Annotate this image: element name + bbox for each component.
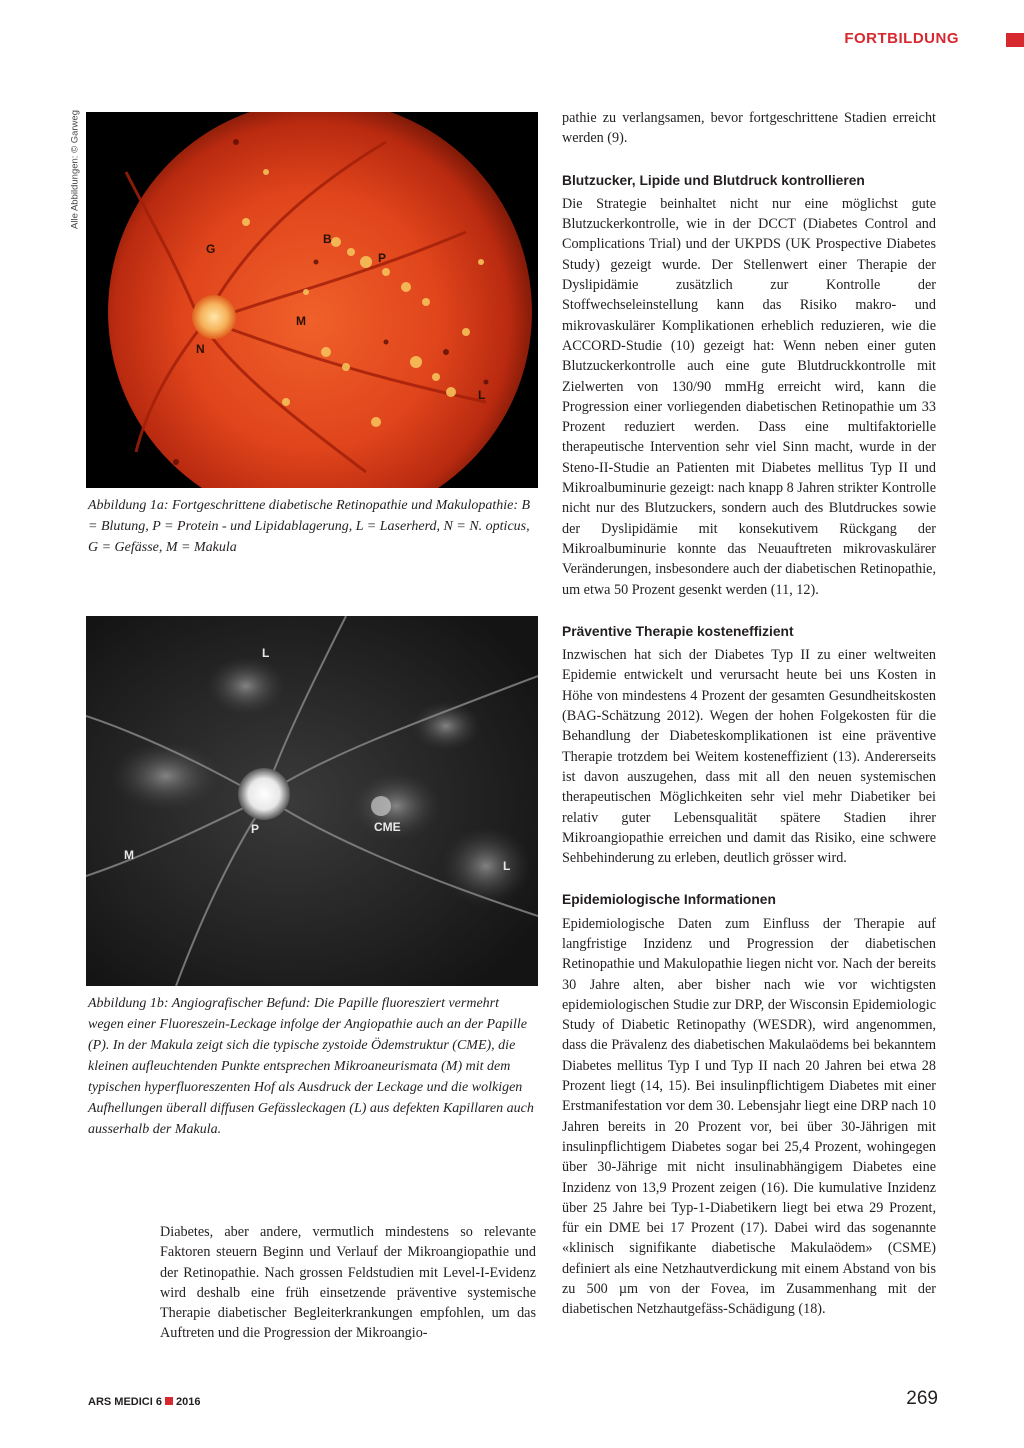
figure-1b-image bbox=[86, 616, 538, 986]
journal-year: 2016 bbox=[175, 1396, 201, 1408]
journal-name: ARS MEDICI 6 bbox=[88, 1396, 162, 1408]
fig1a-label-n: N bbox=[196, 342, 205, 356]
left-paragraph: Diabetes, aber andere, vermutlich mindestens so relevante Faktoren steuern Beginn und Verlauf der Mikroangiopathie und der Retinopathie. Nach grossen Feldstudien mit Level-I-Evidenz wird deshalb eine früh einsetzende präventive systemische Therapie diabetischer Begleiterkrankungen empfohlen, um das Auftreten und die Progression der Mikroangio- bbox=[160, 1224, 536, 1342]
heading-praeventive-therapie: Präventive Therapie kosteneffizient bbox=[562, 623, 794, 639]
figure-1a-image bbox=[86, 112, 538, 488]
fundus-photo bbox=[86, 112, 538, 488]
fig1b-label-p: P bbox=[251, 822, 260, 836]
figure-1a-caption: Abbildung 1a: Fortgeschrittene diabetische Retinopathie und Makulopathie: B = Blutung, P = Protein - und Lipidablagerung, L = Laserherd, N = N. opticus, G = Gefässe, M = Makula bbox=[88, 498, 531, 555]
paragraph-blutzucker: Die Strategie beinhaltet nicht nur eine möglichst gute Blutzuckerkontrolle, wie in der DCCT (Diabetes Control and Complications Trial) und der UKPDS (UK Prospective Diabetes Study) gezeigt wurde. Der Stellenwert einer Therapie der Dyslipidämie zusätzlich zur Kontrolle der Stoffwechseleinstellung kann das Risiko makro- und mikrovaskulärer Komplikationen erheblich reduzieren, wie die ACCORD-Studie (10) gezeigt hat: Wenn neben einer guten Blutzuckerkontrolle auch eine gute Blutdruckkontrolle mit Zielwerten von 130/90 mmHg erreicht wird, kann die Progression einer vorliegenden diabetischen Retinopathie um 33 Prozent reduziert werden. Dass eine multifaktorielle therapeutische Intervention sehr viel Sinn macht, wurde in der Steno-II-Studie an Patienten mit Diabetes mellitus Typ II und Mikroalbuminurie gezeigt: nach knapp 8 Jahren strikter Kontrolle nicht nur des Blutzuckers, sondern auch des Blutdruckes sowie der Dyslipidämie mit konsekutivem Rückgang der Mikroalbuminurie konnte das Neuauftreten mikrovaskulärer Veränderungen, insbesondere auch der diabetischen Retinopathie, um etwa 50 Prozent gesenkt werden (11, 12). bbox=[562, 195, 936, 598]
photo-credit-text: Alle Abbildungen: © Garweg bbox=[69, 110, 81, 229]
angiography-photo bbox=[86, 616, 538, 986]
section-marker bbox=[1006, 33, 1024, 47]
footer-marker bbox=[165, 1397, 173, 1405]
figure-1b-caption: Abbildung 1b: Angiografischer Befund: Die Papille fluoresziert vermehrt wegen einer Fluoreszein-Leckage infolge der Angiopathie auch an der Papille (P). In der Makula zeigt sich die typische zystoide Ödemstruktur (CME), die kleinen aufleuchtenden Punkte entsprechen Mikroaneurismata (M) mit dem typischen hyperfluoreszenten Hof als Ausdruck der Leckage und die wolkigen Aufhellungen überall diffusen Gefässleckagen (L) aus defekten Kapillaren auch ausserhalb der Makula. bbox=[88, 996, 534, 1137]
heading-epidemiologie: Epidemiologische Informationen bbox=[562, 892, 776, 908]
fig1b-label-l-right: L bbox=[503, 859, 511, 873]
paragraph-praeventive-therapie: Inzwischen hat sich der Diabetes Typ II zu einer weltweiten Epidemie entwickelt und verursacht heute bei uns Kosten in Höhe von mindestens 4 Prozent der gesamten Gesundheitskosten (BAG-Schätzung 2012). Wegen der hohen Folgekosten für die Behandlung der Diabeteskomplikationen ist eine präventive Therapie trotzdem bei Weitem kosteneffizient (13). Andererseits ist davon auszugehen, dass mit all den neuen systemischen therapeutischen Möglichkeiten sehr viel mehr Diabetiker bei relativ guter Lebensqualität spätere Stadien ihrer Mikroangiopathie erreichen und damit das Risiko, eine schwere Sehbehinderung zu erleben, deutlich grösser wird. bbox=[562, 647, 936, 867]
right-intro: pathie zu verlangsamen, bevor fortgeschrittene Stadien erreicht werden (9). bbox=[562, 110, 936, 147]
fig1a-label-p: P bbox=[378, 251, 387, 265]
left-column-text bbox=[160, 1222, 536, 1344]
fig1a-label-l: L bbox=[478, 388, 486, 402]
fig1a-label-b: B bbox=[323, 232, 332, 246]
section-label: FORTBILDUNG bbox=[844, 30, 959, 47]
paragraph-epidemiologie: Epidemiologische Daten zum Einfluss der Therapie auf langfristige Inzidenz und Progression der diabetischen Retinopathie und Makulopathie liegen nicht vor. Nach der bereits 30 Jahre alten, aber bisher nach wie vor wichtigsten epidemiologischen Studie zur DRP, der Wisconsin Epidemiologic Study of Diabetic Retinopathy (WESDR), wird angenommen, dass die Prävalenz des diabetischen Makulaödems bei bekanntem Diabetes mellitus Typ I und Typ II nach 20 Jahren bei etwa 28 Prozent liegt (14, 15). Bei insulinpflichtigem Diabetes mit einer Erstmanifestation vor dem 30. Lebensjahr liegt eine DRP nach 10 Jahren bereits in 20 Prozent vor, bei über 30-Jährigen mit insulinpflichtigem Diabetes sogar bei 25,4 Prozent, wohingegen über 30-Jährige mit nicht insulinabhängigem Diabetes eine Inzidenz von 13,9 Prozent zeigen (16). Die kumulative Inzidenz über 25 Jahre bei Typ-1-Diabetikern liegt bei etwa 29 Prozent, für ein DME bei 17 Prozent (17). Dabei wird das sogenannte «klinisch signifikante diabetische Makulaödem» (CSME) definiert als eine Netzhautverdickung mit einem Abstand von bis zu 500 µm von der Fovea, im Zusammenhang mit der diabetischen Netzhautgefäss-Schädigung (18). bbox=[562, 915, 936, 1318]
fig1b-label-m: M bbox=[124, 848, 134, 862]
fig1b-label-cme: CME bbox=[374, 820, 401, 834]
footer-journal bbox=[88, 1396, 200, 1408]
page-number: 269 bbox=[906, 1388, 938, 1409]
photo-credit bbox=[66, 108, 84, 238]
fig1a-label-g: G bbox=[206, 242, 216, 256]
heading-blutzucker: Blutzucker, Lipide und Blutdruck kontrollieren bbox=[562, 172, 865, 188]
fig1b-label-l-top: L bbox=[262, 646, 270, 660]
right-column bbox=[562, 108, 936, 1320]
fig1a-label-m: M bbox=[296, 314, 306, 328]
